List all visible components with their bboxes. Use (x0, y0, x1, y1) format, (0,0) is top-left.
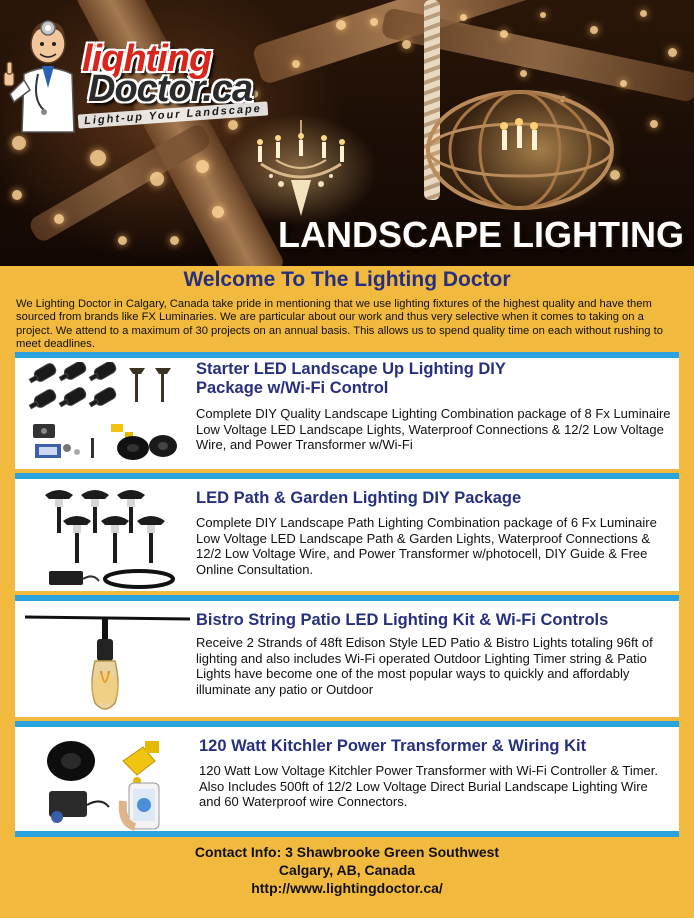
transformer-kit-image (25, 731, 190, 831)
up-lighting-kit-image (25, 362, 190, 466)
logo-line-1: lighting (82, 38, 212, 80)
hero-title: LANDSCAPE LIGHTING (277, 214, 684, 255)
contact-address: Contact Info: 3 Shawbrooke Green Southwest (194, 844, 500, 860)
product-title[interactable]: 120 Watt Kitchler Power Transformer & Wiring Kit (199, 737, 587, 755)
site-logo[interactable] (0, 8, 280, 128)
welcome-heading: Welcome To The Lighting Doctor (183, 268, 511, 291)
woven-orb-chandelier-icon (420, 80, 620, 220)
product-card-power-transformer[interactable] (15, 721, 679, 831)
logo-wordmark (82, 38, 253, 110)
chandelier-icon (246, 120, 356, 220)
contact-info (0, 843, 694, 897)
bistro-string-light-image (25, 605, 190, 717)
contact-website-link[interactable]: http://www.lightingdoctor.ca/ (251, 880, 443, 896)
product-card-path-garden[interactable] (15, 473, 679, 591)
product-title[interactable]: Bistro String Patio LED Lighting Kit & Wi-Fi Controls (196, 611, 609, 629)
doctor-mascot-icon (2, 14, 82, 134)
product-description: Complete DIY Quality Landscape Lighting Combination package of 8 Fx Luminaire Low Voltage LED Landscape Lights, Waterproof Connections & 12/2 Low Voltage Wire, and Power Transformer w/Wi-Fi (196, 406, 671, 452)
logo-tagline: Light-up Your Landscape (78, 101, 269, 128)
logo-line-2: Doctor.ca (88, 68, 253, 110)
product-description: 120 Watt Low Voltage Kitchler Power Transformer with Wi-Fi Controller & Timer. Also Includes 500ft of 12/2 Low Voltage Direct Burial Landscape Lighting Wire and 60 Waterproof wire Connectors. (199, 763, 659, 809)
card-divider (15, 831, 679, 837)
product-description: Receive 2 Strands of 48ft Edison Style LED Patio & Bistro Lights totaling 96ft of lighting and also includes Wi-Fi operated Outdoor Lighting Timer string & Patio Lights have become one of the most popular ways to quickly and affordably illuminate any patio or Outdoor (196, 635, 653, 697)
product-title[interactable]: LED Path & Garden Lighting DIY Package (196, 489, 522, 507)
path-lights-kit-image (25, 483, 190, 591)
intro-paragraph: We Lighting Doctor in Calgary, Canada take pride in mentioning that we use lighting fixtures of the highest quality and have them sourced from brands like FX Luminaries. We are particular about our work and thus very selective when it comes to taking on a project. We attend to a maximum of 30 projects on an annual basis. This allows us to spend quality time on each without rushing to meet deadlines. (16, 298, 663, 351)
product-title[interactable]: Starter LED Landscape Up Lighting DIY Package w/Wi-Fi Control (196, 360, 506, 397)
contact-city: Calgary, AB, Canada (278, 862, 416, 878)
product-description: Complete DIY Landscape Path Lighting Combination package of 6 Fx Luminaire Low Voltage LED Landscape Path & Garden Lights, Waterproof Connections & 12/2 Low Voltage Wire, and Power Transformer w/photocell, DIY Guide & Free Online Consultation. (196, 515, 657, 577)
product-card-bistro-string[interactable] (15, 595, 679, 717)
hero-banner (0, 0, 694, 266)
product-card-starter-up-lighting[interactable] (15, 352, 679, 469)
